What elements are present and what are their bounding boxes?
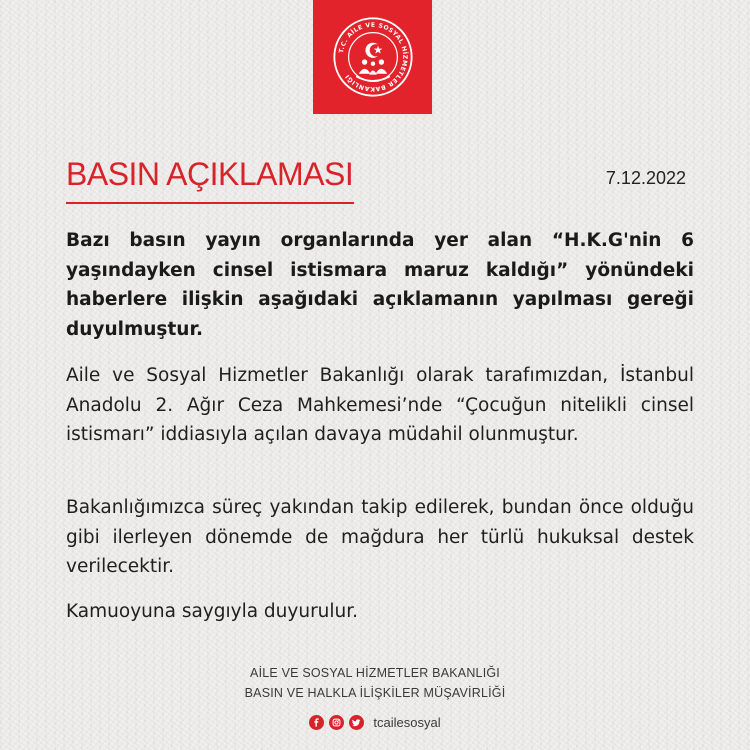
facebook-icon[interactable] xyxy=(309,715,324,730)
body-paragraph-2: Bakanlığımızca süreç yakından takip edilerek, bundan önce olduğu gibi ilerleyen dönemde de mağdura her türlü hukuksal destek verilecektir. xyxy=(66,497,694,577)
lead-paragraph: Bazı basın yayın organlarında yer alan “H.K.G'nin 6 yaşındayken cinsel istismara maruz kaldığı” yönündeki haberlere ilişkin aşağıdaki açıklamanın yapılması gereği duyulmuştur. xyxy=(66,230,694,340)
footer-department-name: BASIN VE HALKLA İLİŞKİLER MÜŞAVİRLİĞİ xyxy=(244,686,506,700)
emblem-ring-text: T.C. AİLE VE SOSYAL HİZMETLER BAKANLIĞI xyxy=(337,21,408,93)
page-title: BASIN AÇIKLAMASI xyxy=(66,156,354,192)
title-underline xyxy=(66,202,354,204)
twitter-icon[interactable] xyxy=(349,715,364,730)
social-links xyxy=(0,715,750,730)
social-handle[interactable]: tcailesosyal xyxy=(373,715,441,730)
logo-box xyxy=(313,0,432,114)
closing-paragraph: Kamuoyuna saygıyla duyurulur. xyxy=(66,601,359,622)
footer-ministry-name: AİLE VE SOSYAL HİZMETLER BAKANLIĞI xyxy=(250,666,500,680)
body-paragraph-1: Aile ve Sosyal Hizmetler Bakanlığı olarak tarafımızdan, İstanbul Anadolu 2. Ağır Ceza Mahkemesi’nde “Çocuğun nitelikli cinsel istismarı” iddiasıyla açılan davaya müdahil olunmuştur. xyxy=(66,365,694,445)
instagram-icon[interactable] xyxy=(329,715,344,730)
footer-signature xyxy=(0,663,750,703)
ministry-emblem-icon xyxy=(331,15,415,99)
release-date: 7.12.2022 xyxy=(605,168,686,188)
